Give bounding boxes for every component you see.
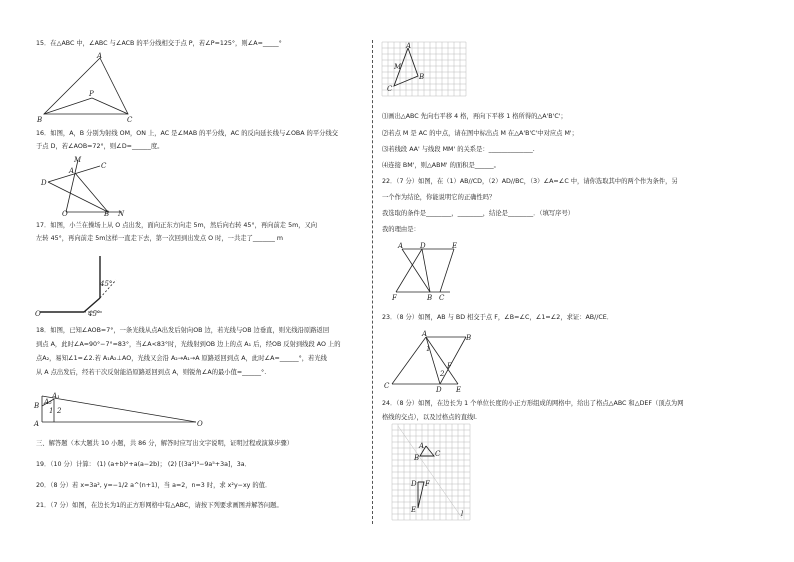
q21-part4: ⑷连接 BM'，则△ABM' 的面积是______。 <box>382 162 500 169</box>
q21-part3: ⑶若线段 AA' 与线段 MM' 的关系是：______________. <box>382 146 535 153</box>
q16-label-m: M <box>74 156 82 164</box>
figure-q24-grid <box>392 424 470 520</box>
q15-label-a: A <box>97 52 103 60</box>
q15-label-b: B <box>37 116 43 124</box>
q23-label-e: E <box>456 386 462 394</box>
question-15: 15．在△ABC 中，∠ABC 与∠ACB 的平分线相交于点 P，若∠P=125°，则∠A=_____° <box>36 40 282 47</box>
question-22-line3: 我选取的条件是________，________，结论是________．（填写序号） <box>382 210 575 217</box>
q24-label-a: A <box>419 442 425 450</box>
q21-label-m: M <box>394 63 402 71</box>
question-22-line2: 一个作为结论，你能说明它的正确性吗？ <box>382 194 496 201</box>
q18-label-a2: A₂ <box>44 398 52 406</box>
q23-label-c: C <box>384 382 390 390</box>
q15-label-c: C <box>127 116 133 124</box>
q18-label-o: O <box>197 420 203 428</box>
q24-label-l: l <box>461 510 464 518</box>
q23-label-a: A <box>422 330 428 338</box>
q18-label-a: A <box>34 420 40 428</box>
q24-label-c: C <box>435 450 441 458</box>
q17-label-o: O <box>35 310 41 318</box>
question-19: 19．（10 分）计算： (1) (a+b)²+a(a−2b)； (2) [(3a²)³−9a⁵+3a]，3a． <box>36 461 251 468</box>
question-23: 23．（8 分）如图，AB 与 BD 相交于点 F，∠B=∠C，∠1=∠2，求证：AB//CE． <box>382 314 614 321</box>
q21-label-b: B <box>419 73 425 81</box>
q16-label-o: O <box>62 210 68 218</box>
q22-label-a: A <box>398 242 404 250</box>
q24-label-b: B <box>414 454 420 462</box>
q23-label-d: D <box>436 386 442 394</box>
q23-label-f: F <box>447 362 452 370</box>
q23-label-2: 2 <box>440 370 445 378</box>
q21-part2: ⑵若点 M 是 AC 的中点，请在图中标出点 M 在△A'B'C'中对应点 M'； <box>382 130 578 137</box>
q17-label-angle-bottom: 45° <box>88 310 101 318</box>
q21-label-a: A <box>406 42 412 50</box>
q16-label-a: A <box>69 167 75 175</box>
question-22-line1: 22．（7 分）如图，在（1）AB//CD，（2）AD//BC，（3）∠A=∠C 中，请你选取其中的两个作为条件，另 <box>382 178 678 185</box>
question-22-line4: 我的理由是： <box>382 226 420 233</box>
question-21: 21．（7 分）如图，在边长为1的正方形网格中有△ABC，请按下列要求画图并解答问题。 <box>36 502 283 509</box>
figure-q16-angle <box>36 154 126 216</box>
question-20: 20．（8 分）若 x=3a², y=−1/2 a^(n+1)，当 a=2，n=3 时，求 x²y−xy 的值． <box>36 482 272 489</box>
q22-label-d: D <box>420 242 426 250</box>
figure-q17-path <box>36 250 136 318</box>
q22-label-b: B <box>427 294 433 302</box>
figure-q23-parallelogram <box>380 330 480 392</box>
question-17-line1: 17．如图，小兰在操场上从 O 点出发，面向正东方向走 5m，然后向右转 45°，再向前走 5m，又向 <box>36 222 318 229</box>
question-18-line2: 到点 A，此时∠A=90°−7°=83°，当∠A<83°时，光线射到OB 边上的点 A₁ 后，经OB 反射到线段 AO 上的 <box>36 341 341 348</box>
q21-label-c: C <box>387 85 393 93</box>
question-16-line1: 16．如图，A，B 分别为射线 OM，ON 上，AC 是∠MAB 的平分线，AC 的反向延长线与∠OBA 的平分线交 <box>36 130 339 137</box>
q21-part1: ⑴画出△ABC 先向右平移 4 格，再向下平移 1 格所得的△A'B'C'； <box>382 113 567 120</box>
q17-label-angle-top: 45° <box>100 280 113 288</box>
column-divider <box>372 40 373 524</box>
question-18-line4: 从 A 点出发后，经若干次反射能沿原路返回到点 A，则锐角∠A的最小值=______°. <box>36 369 267 376</box>
q22-label-f: F <box>392 294 397 302</box>
q18-label-1: 1 <box>49 407 54 415</box>
q15-label-p: P <box>89 90 94 98</box>
question-18-line1: 18．如图，已知∠AOB=7°，一条光线从点A出发后射向OB 边，若光线与OB 边垂直，则光线沿原路返回 <box>36 327 330 334</box>
q24-label-f: F <box>425 480 430 488</box>
question-17-line2: 左转 45°，再向前走 5m这样一直走下去，第一次回到出发点 O 时，一共走了_______ m <box>36 235 284 242</box>
q16-label-b: B <box>104 210 110 218</box>
q18-label-2: 2 <box>57 407 62 415</box>
question-24-line1: 24．（8 分）如图，在边长为 1 个单位长度的小正方形组成的网格中，给出了格点△ABC 和△DEF（顶点为网 <box>382 400 684 407</box>
q18-label-a1: A₁ <box>52 392 60 400</box>
q22-label-c: C <box>439 294 445 302</box>
figure-q21-grid <box>382 42 466 96</box>
q16-label-n: N <box>118 210 125 218</box>
question-16-line2: 于点 D，若∠AOB=72°，则∠D=______度。 <box>36 143 164 150</box>
figure-q18-reflection <box>32 390 204 430</box>
q24-label-d: D <box>411 480 417 488</box>
q23-label-b: B <box>466 334 472 342</box>
question-24-line2: 格线的交点），以及过格点的直线l. <box>382 414 478 421</box>
q22-label-e: E <box>452 242 458 250</box>
figure-q22-parallel <box>392 242 464 302</box>
q16-label-d: D <box>41 179 47 187</box>
q18-label-b: B <box>34 402 40 410</box>
question-18-line3: 点A₂，易知∠1=∠2.若 A₁A₂⊥AO，光线又会沿 A₂→A₁→A 原路返回到点 A，此时∠A=______°，若光线 <box>36 355 327 362</box>
section-3-heading: 三、解答题（本大题共 10 小题，共 86 分，解答时应写出文字说明，证明过程或演算步骤） <box>36 440 294 447</box>
q16-label-c: C <box>101 162 107 170</box>
q23-label-1: 1 <box>426 345 431 353</box>
q24-label-e: E <box>411 506 417 514</box>
figure-q15-triangle <box>34 52 134 124</box>
